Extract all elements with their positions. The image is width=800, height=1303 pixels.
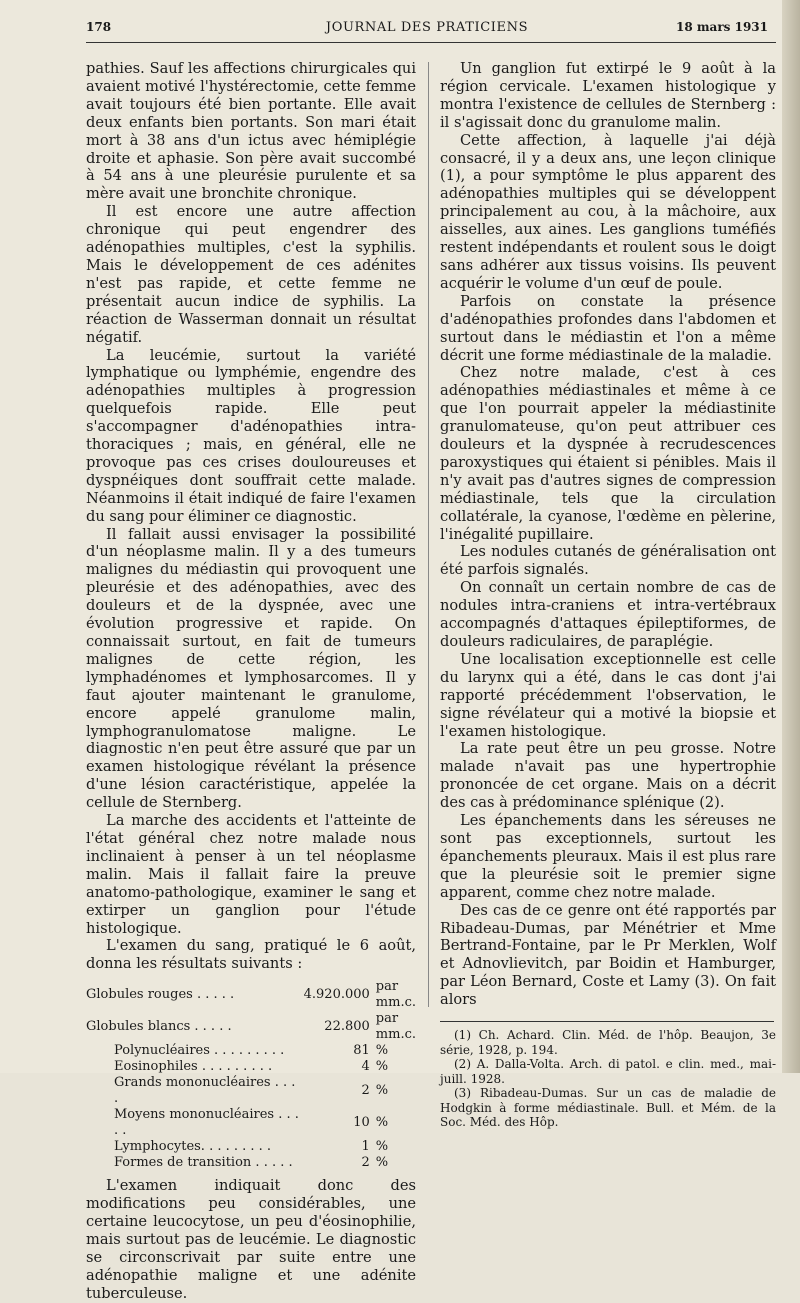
result-unit: % — [375, 1043, 389, 1059]
binding-edge — [782, 0, 800, 1073]
paragraph: Cette affection, à laquelle j'ai déjà consacré, il y a deux ans, une leçon clinique (1), a pour symptôme le plus apparent des adénopathies multiples qui se développent principalement au cou, à la mâchoire, aux aisselles, aux aines. Les ganglions tuméfiés restent indépendants et roulent sous le doigt sans adhérer aux tissus voisins. Ils peuvent acquérir le volume d'un œuf de poule. — [440, 131, 776, 292]
paragraph: L'examen du sang, pratiqué le 6 août, donna les résultats suivants : — [86, 937, 416, 973]
result-name: Globules blancs . . . . . — [86, 1019, 232, 1035]
footnote-rule — [440, 1021, 774, 1022]
paragraph: Chez notre malade, c'est à ces adénopathies médiastinales et même à ce que l'on pourrait appeler la médiastinite granulomateuse, qu'on peut attribuer ces douleurs et la dyspnée à recrudescences paroxystiques qui étaient si pénibles. Mais il n'y avait pas d'autres signes de compression médiastinale, tels que la circulation collatérale, la cyanose, l'œdème en pèlerine, l'inégalité pupillaire. — [440, 364, 776, 543]
result-name: Lymphocytes. . . . . . . . . — [114, 1139, 272, 1155]
footnote: (3) Ribadeau-Dumas. Sur un cas de maladie de Hodgkin à forme médiastinale. Bull. et Mém. de la Soc. Méd. des Hôp. — [440, 1086, 776, 1130]
table-row — [86, 1139, 416, 1155]
result-name: Polynucléaires . . . . . . . . . — [114, 1043, 285, 1059]
result-name: Globules rouges . . . . . — [86, 987, 235, 1003]
result-unit: % — [375, 1115, 389, 1131]
result-name: Eosinophiles . . . . . . . . . — [114, 1059, 273, 1075]
result-value: 81 — [353, 1043, 370, 1059]
paragraph: La rate peut être un peu grosse. Notre malade n'avait pas une hypertrophie prononcée de cet organe. Mais on a décrit des cas à prédominance splénique (2). — [440, 740, 776, 812]
journal-title: JOURNAL DES PRATICIENS — [325, 20, 529, 35]
issue-date: 18 mars 1931 — [675, 20, 768, 34]
paragraph: Il fallait aussi envisager la possibilité d'un néoplasme malin. Il y a des tumeurs malignes du médiastin qui provoquent une pleurésie et des adénopathies, avec des douleurs et de la dyspnée, avec une évolution progressive et rapide. On connaissait surtout, en fait de tumeurs malignes de cette région, les lymphadénomes et lymphosarcomes. Il y faut ajouter maintenant le granulome, encore appelé granulome malin, lymphogranulomatose maligne. Le diagnostic n'en peut être assuré que par un examen histologique révélant la présence d'une lésion caractéristique, appelée la cellule de Sternberg. — [86, 525, 416, 812]
result-value: 2 — [361, 1155, 370, 1171]
table-row — [86, 1107, 416, 1139]
result-unit: % — [375, 1139, 389, 1155]
result-value: 2 — [361, 1083, 370, 1099]
result-name: Formes de transition . . . . . — [114, 1155, 293, 1171]
left-column — [86, 60, 416, 1303]
result-value: 1 — [361, 1139, 370, 1155]
paragraph: pathies. Sauf les affections chirurgicales qui avaient motivé l'hystérectomie, cette femme avait toujours été bien portante. Elle avait deux enfants bien portants. Son mari était mort à 38 ans d'un ictus avec hémiplégie droite et aphasie. Son père avait succombé à 54 ans à une pleurésie purulente et sa mère avait une bronchite chronique. — [86, 60, 416, 203]
paragraph: Des cas de ce genre ont été rapportés par Ribadeau-Dumas, par Ménétrier et Mme Bertrand-Fontaine, par le Pr Merklen, Wolf et Adnovlievitch, par Boidin et Hamburger, par Léon Bernard, Coste et Lamy (3). On fait alors — [440, 901, 776, 1009]
paragraph: L'examen indiquait donc des modifications peu considérables, une certaine leucocytose, un peu d'éosinophilie, mais surtout pas de leucémie. Le diagnostic se circonscrivait par suite entre une adénopathie maligne et une adénite tuberculeuse. — [86, 1177, 416, 1302]
footnote: (2) A. Dalla-Volta. Arch. di patol. e clin. med., mai-juill. 1928. — [440, 1057, 776, 1086]
result-unit: par mm.c. — [375, 1011, 416, 1043]
table-row — [86, 1059, 416, 1075]
page-number: 178 — [86, 20, 112, 34]
paragraph: Il est encore une autre affection chronique qui peut engendrer des adénopathies multiples, c'est la syphilis. Mais le développement de ces adénites n'est pas rapide, et cette femme ne présentait aucun indice de syphilis. La réaction de Wasserman donnait un résultat négatif. — [86, 203, 416, 346]
paragraph: On connaît un certain nombre de cas de nodules intra-craniens et intra-vertébraux accompagnés d'attaques épileptiformes, de douleurs radiculaires, de paraplégie. — [440, 579, 776, 650]
right-column — [440, 60, 776, 1130]
result-value: 4.920.000 — [303, 987, 370, 1003]
result-unit: par mm.c. — [375, 979, 416, 1011]
paragraph: Parfois on constate la présence d'adénopathies profondes dans l'abdomen et surtout dans le médiastin et l'on a même décrit une forme médiastinale de la maladie. — [440, 292, 776, 364]
paragraph: Un ganglion fut extirpé le 9 août à la région cervicale. L'examen histologique y montra l'existence de cellules de Sternberg : il s'agissait donc du granulome malin. — [440, 60, 776, 131]
blood-results-table — [86, 979, 416, 1171]
result-value: 10 — [353, 1115, 370, 1131]
paragraph: Les épanchements dans les séreuses ne sont pas exceptionnels, surtout les épanchements pleuraux. Mais il est plus rare que la pleurésie soit le premier signe apparent, comme chez notre malade. — [440, 812, 776, 901]
table-row — [86, 979, 416, 1011]
result-name: Grands mononucléaires . . . . — [114, 1075, 296, 1107]
result-value: 22.800 — [324, 1019, 370, 1035]
table-row — [86, 1011, 416, 1043]
result-value: 4 — [361, 1059, 370, 1075]
footnote: (1) Ch. Achard. Clin. Méd. de l'hôp. Beaujon, 3e série, 1928, p. 194. — [440, 1028, 776, 1057]
page-header — [86, 20, 768, 40]
table-row — [86, 1075, 416, 1107]
result-name: Moyens mononucléaires . . . . . — [114, 1107, 299, 1139]
paragraph: La marche des accidents et l'atteinte de l'état général chez notre malade nous inclinaient à penser à un tel néoplasme malin. Mais il fallait faire la preuve anatomo-pathologique, examiner le sang et extirper un ganglion pour l'étude histologique. — [86, 812, 416, 937]
paragraph: Les nodules cutanés de généralisation ont été parfois signalés. — [440, 543, 776, 579]
paragraph: La leucémie, surtout la variété lymphatique ou lymphémie, engendre des adénopathies multiples à progression quelquefois rapide. Elle peut s'accompagner d'adénopathies intra-thoraciques ; mais, en général, elle ne provoque pas ces crises douloureuses et dyspnéiques dont souffrait cette malade. Néanmoins il était indiqué de faire l'examen du sang pour éliminer ce diagnostic. — [86, 346, 416, 525]
column-divider — [428, 62, 429, 1007]
result-unit: % — [375, 1059, 389, 1075]
result-unit: % — [375, 1083, 389, 1099]
result-unit: % — [375, 1155, 389, 1171]
header-rule — [86, 42, 776, 43]
paragraph: Une localisation exceptionnelle est celle du larynx qui a été, dans le cas dont j'ai rapporté précédemment l'observation, le signe révélateur qui a motivé la biopsie et l'examen histologique. — [440, 650, 776, 740]
table-row — [86, 1155, 416, 1171]
table-row — [86, 1043, 416, 1059]
